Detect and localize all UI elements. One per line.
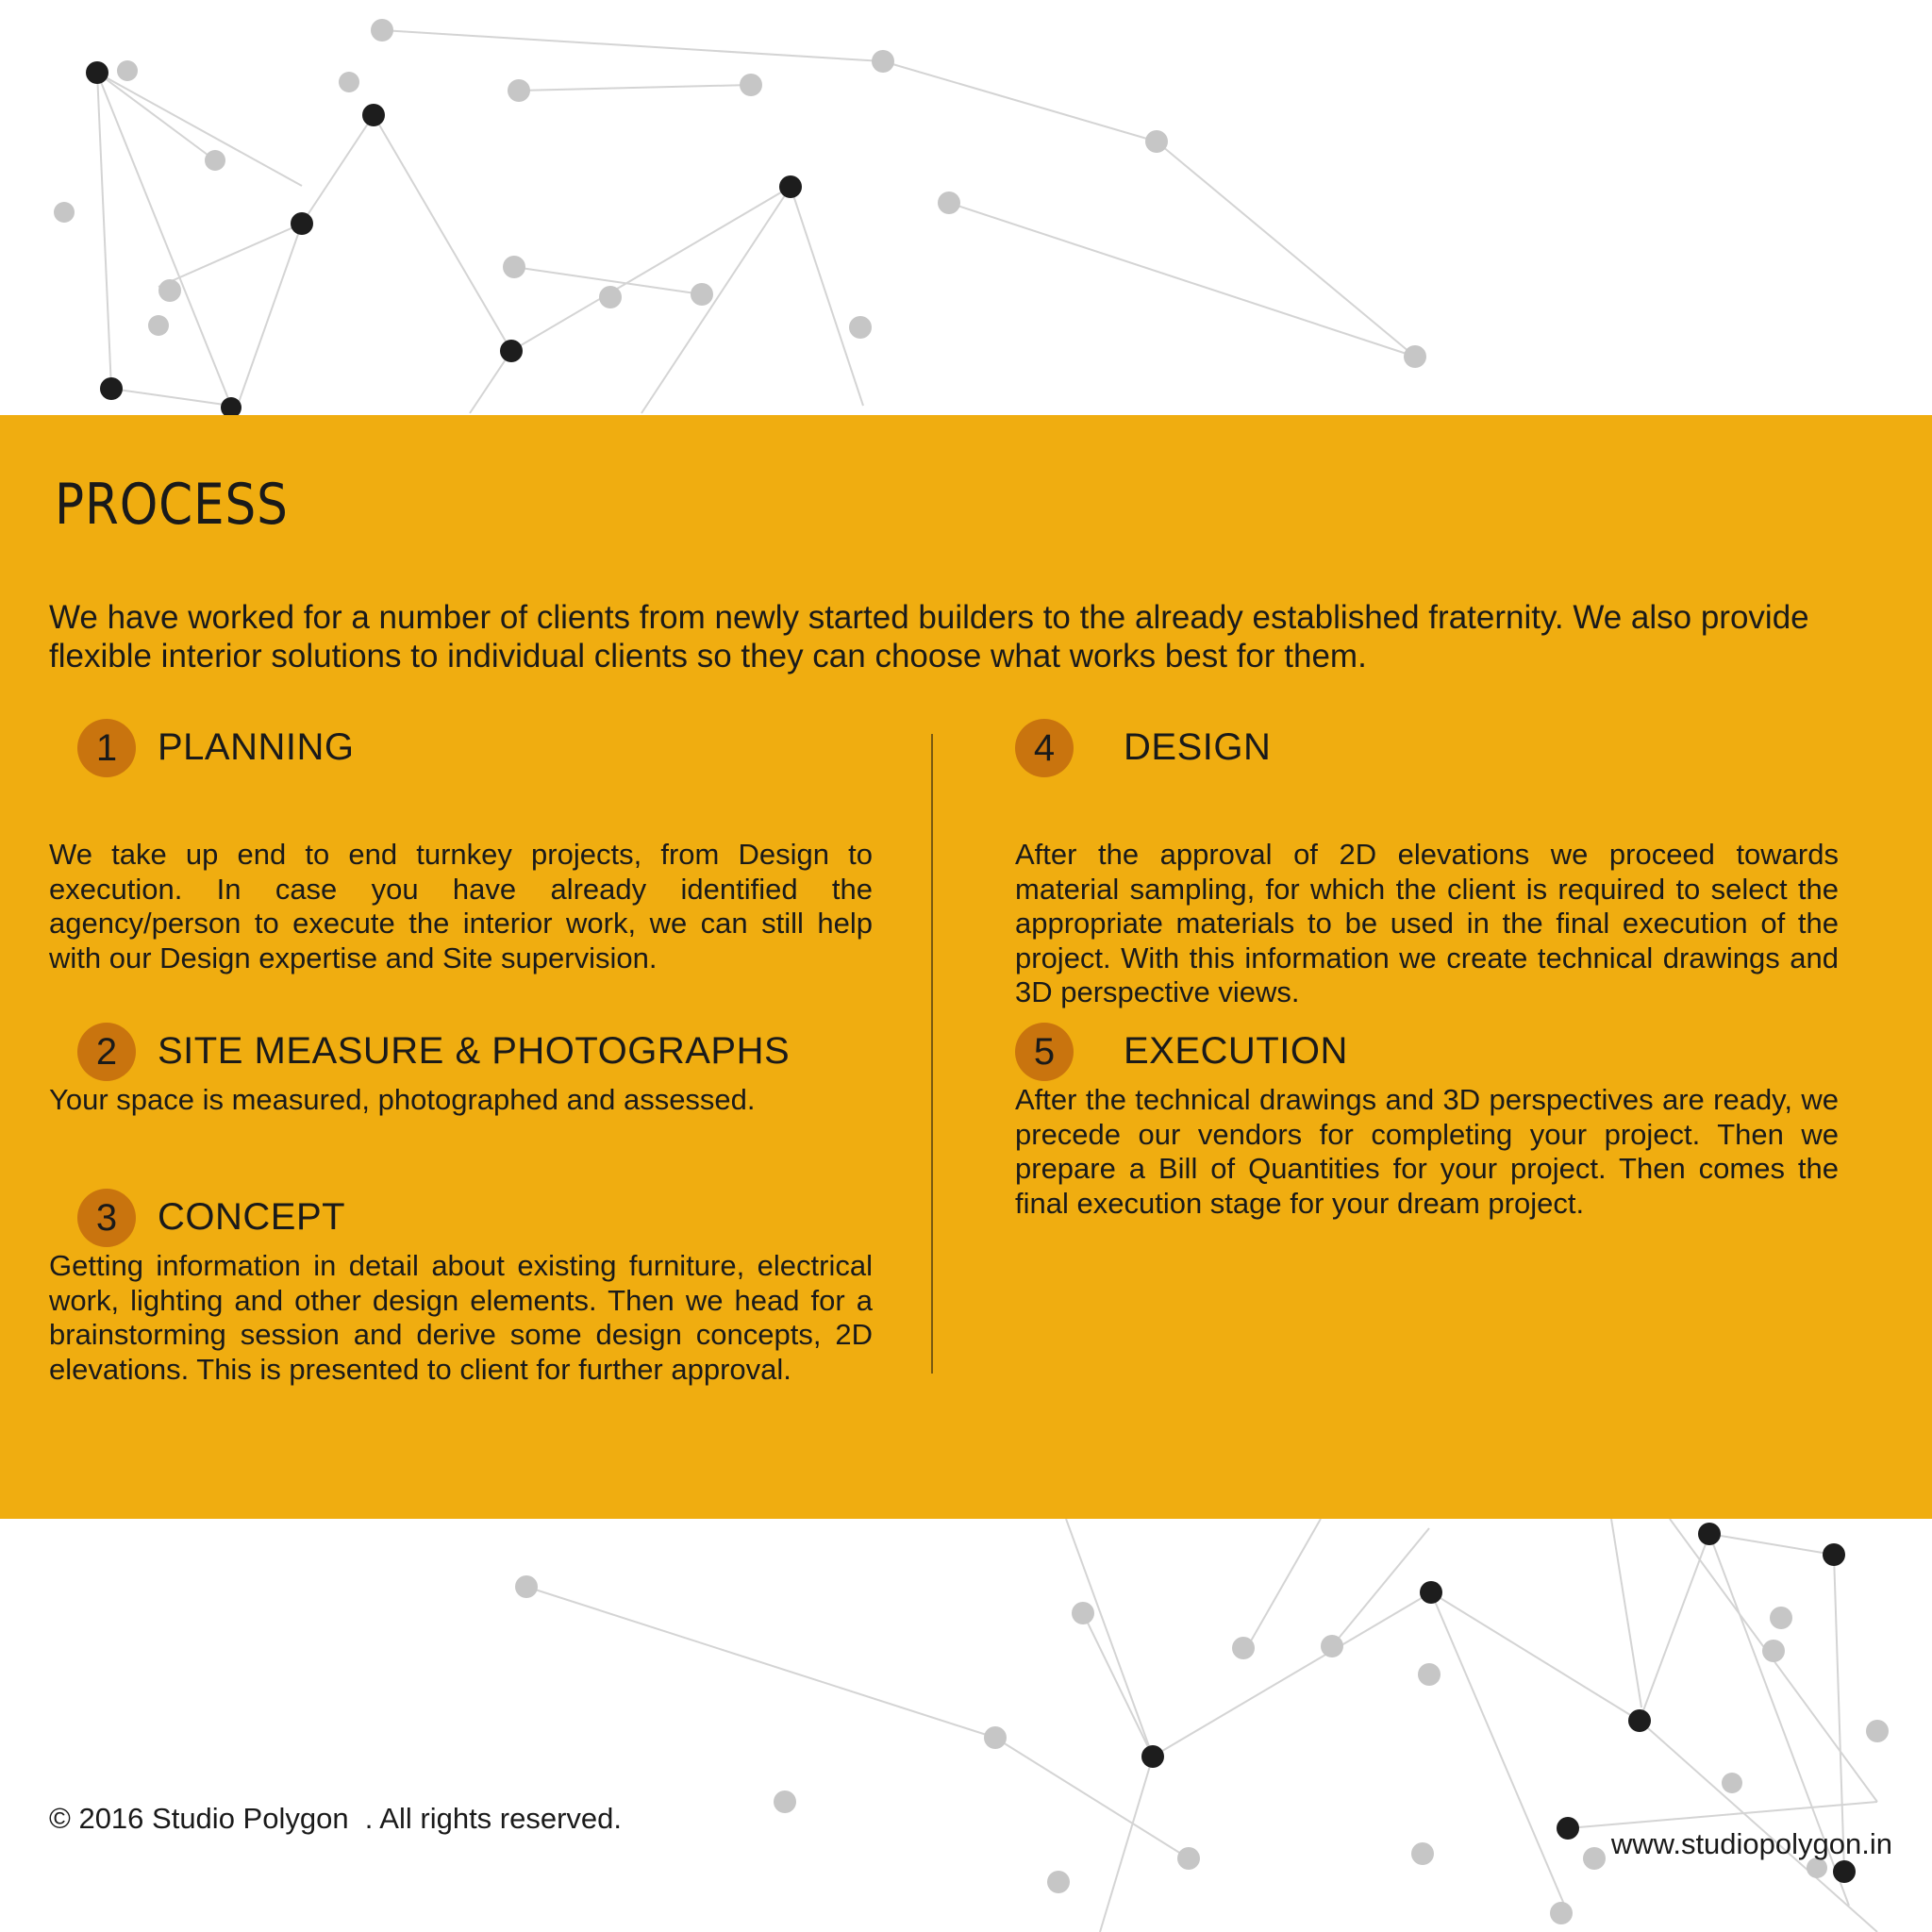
step-design xyxy=(1015,719,1839,1010)
step-number-badge: 5 xyxy=(1015,1023,1074,1081)
page-title: PROCESS xyxy=(55,472,289,538)
step-description: Getting information in detail about existing furniture, electrical work, lighting and other design elements. Then we head for a brainstorming session and derive some design concepts, 2D elevations. This is presented to client for further approval. xyxy=(49,1249,873,1386)
step-number-badge: 3 xyxy=(77,1189,136,1247)
step-title: PLANNING xyxy=(158,726,355,768)
step-title: EXECUTION xyxy=(1124,1030,1348,1072)
step-title: CONCEPT xyxy=(158,1196,346,1238)
copyright-notice: © 2016 Studio Polygon . All rights reserved. xyxy=(49,1802,623,1835)
step-description: After the technical drawings and 3D perspectives are ready, we precede our vendors for completing your project. Then we prepare a Bill of Quantities for your project. Then comes the final execution stage for your dream project. xyxy=(1015,1083,1839,1220)
step-description: We take up end to end turnkey projects, from Design to execution. In case you have already identified the agency/person to execute the interior work, we can still help with our Design expertise and Site supervision. xyxy=(49,838,873,974)
step-number-badge: 1 xyxy=(77,719,136,777)
step-number-badge: 4 xyxy=(1015,719,1074,777)
website-link[interactable]: www.studiopolygon.in xyxy=(1610,1827,1892,1860)
column-divider xyxy=(931,734,933,1374)
step-title: SITE MEASURE & PHOTOGRAPHS xyxy=(158,1030,791,1072)
network-pattern-top xyxy=(0,0,1932,415)
step-site-measure xyxy=(49,1023,873,1118)
step-concept xyxy=(49,1189,873,1387)
step-number-badge: 2 xyxy=(77,1023,136,1081)
step-description: Your space is measured, photographed and assessed. xyxy=(49,1083,756,1116)
network-pattern-bottom xyxy=(0,1519,1932,1932)
step-description: After the approval of 2D elevations we proceed towards material sampling, for which the client is required to select the appropriate materials to be used in the final execution of the project. With this information we create technical drawings and 3D perspective views. xyxy=(1015,838,1839,1008)
step-execution xyxy=(1015,1023,1839,1221)
step-planning xyxy=(49,719,873,975)
intro-paragraph: We have worked for a number of clients from newly started builders to the already established fraternity. We also provide flexible interior solutions to individual clients so they can choose what works best for them. xyxy=(49,599,1809,675)
step-title: DESIGN xyxy=(1124,726,1272,768)
